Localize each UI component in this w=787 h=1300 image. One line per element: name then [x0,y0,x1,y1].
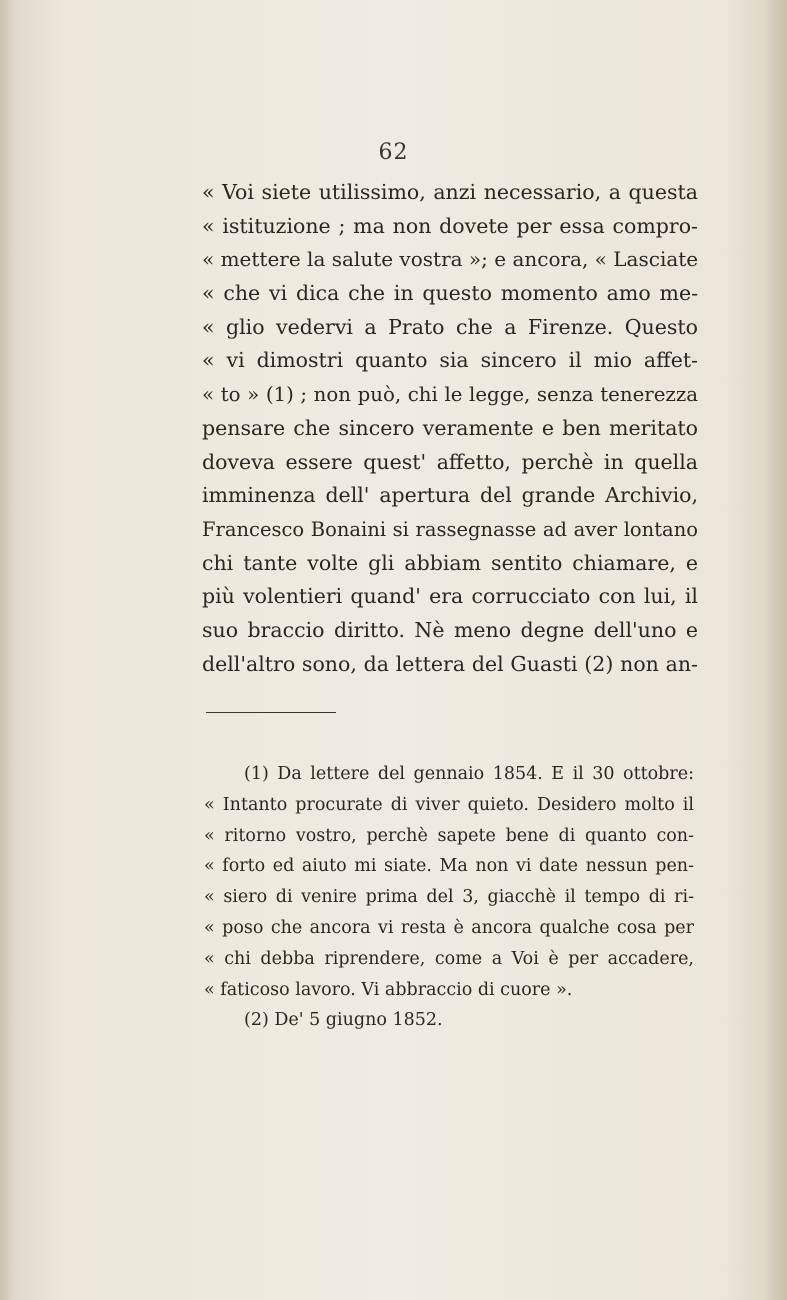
page-edge-right [765,0,787,1300]
body-line: più volentieri quand' era corrucciato con lui, il [202,584,698,609]
body-line: Francesco Bonaini si rassegnasse ad aver lontano [202,517,698,541]
body-line: « che vi dica che in questo momento amo me- [202,281,698,306]
footnote-line: « forto ed aiuto mi siate. Ma non vi date nessun pen- [204,856,694,877]
body-text [202,176,698,681]
footnotes [204,759,694,1036]
footnote-line: « chi debba riprendere, come a Voi è per accadere, [204,948,694,969]
body-line: « vi dimostri quanto sia sincero il mio affet- [202,348,698,373]
body-line: chi tante volte gli abbiam sentito chiamare, e [202,550,698,575]
body-line: « istituzione ; ma non dovete per essa compro- [202,213,698,238]
body-line: « to » (1) ; non può, chi le legge, senza tenerezza [202,383,698,407]
page-number: 62 [378,140,409,165]
body-line: « Voi siete utilissimo, anzi necessario, a questa [202,180,698,204]
body-line: « glio vedervi a Prato che a Firenze. Questo [202,314,698,339]
footnote-line: (1) Da lettere del gennaio 1854. E il 30 ottobre: [244,764,694,784]
body-line: « mettere la salute vostra »; e ancora, « Lasciate [202,247,698,272]
page-edge-left [0,0,14,1300]
body-line: dell'altro sono, da lettera del Guasti (2) non an- [202,651,698,676]
body-line: doveva essere quest' affetto, perchè in quella [202,449,698,474]
footnote-line: « ritorno vostro, perchè sapete bene di quanto con- [204,825,694,846]
body-line: imminenza dell' apertura del grande Archivio, [202,483,698,508]
footnote-separator [206,712,336,713]
footnote-line: (2) De' 5 giugno 1852. [244,1010,443,1031]
footnote-line: « Intanto procurate di viver quieto. Desidero molto il [204,794,694,815]
body-line: suo braccio diritto. Nè meno degne dell'uno e [202,617,698,642]
footnote-line: « faticoso lavoro. Vi abbraccio di cuore ». [204,979,573,1000]
footnote-line: « poso che ancora vi resta è ancora qualche cosa per [204,917,694,938]
footnote-line: « siero di venire prima del 3, giacchè il tempo di ri- [204,887,694,908]
body-line: pensare che sincero veramente e ben meritato [202,415,698,440]
